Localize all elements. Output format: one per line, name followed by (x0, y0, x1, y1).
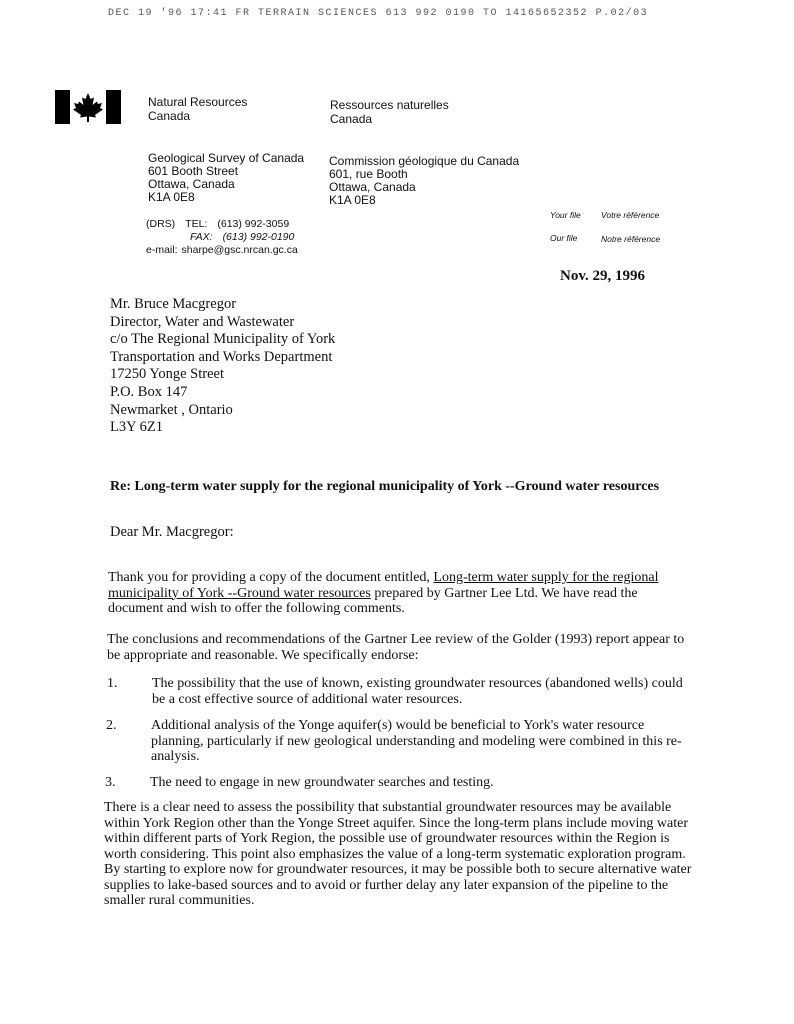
list-text: The need to engage in new groundwater searches and testing. (150, 775, 494, 790)
recipient-line: Director, Water and Wastewater (110, 313, 295, 330)
tel-label: TEL: (185, 218, 208, 230)
telephone-row (146, 218, 298, 231)
email-address: sharpe@gsc.nrcan.gc.ca (181, 244, 298, 256)
notre-reference-label: Notre référence (601, 234, 661, 244)
address-line: K1A 0E8 (148, 190, 195, 204)
recipient-line: P.O. Box 147 (110, 383, 188, 400)
address-line: Commission géologique du Canada (329, 154, 520, 168)
list-number: 3. (105, 775, 116, 790)
department-line: Ressources naturelles (330, 98, 449, 112)
recipient-line: Mr. Bruce Macgregor (110, 296, 237, 312)
address-line: Geological Survey of Canada (148, 151, 305, 165)
recipient-line: c/o The Regional Municipality of York (110, 331, 336, 348)
paragraph-conclusions: The conclusions and recommendations of the Gartner Lee review of the Golder (1993) report appear to be appropriate and reasonable. We specifically endorse: (107, 632, 685, 663)
votre-reference-label: Votre référence (601, 210, 660, 220)
address-line: K1A 0E8 (329, 193, 376, 207)
recipient-line: 17250 Yonge Street (110, 366, 224, 383)
tel-number: (613) 992-3059 (217, 218, 290, 230)
subject-line: Re: Long-term water supply for the regional municipality of York --Ground water resources (110, 479, 660, 494)
department-line: Canada (148, 109, 191, 123)
our-file-label: Our file (550, 233, 578, 243)
recipient-line: Transportation and Works Department (110, 348, 333, 365)
department-name-english (148, 95, 247, 123)
recipient-address (110, 296, 335, 437)
list-text: Additional analysis of the Yonge aquifer(s) would be beneficial to York's water resource planning, particularly if new geological understanding and modeling were combined in this re-analysis. (151, 718, 682, 764)
list-item (106, 718, 706, 770)
list-item (107, 676, 707, 716)
paragraph-text: prepared by Gartner Lee Ltd. We have read the document and wish to offer the following comments. (108, 585, 638, 616)
email-row (146, 244, 298, 257)
paragraph-acknowledgement (108, 570, 690, 617)
fax-label: FAX: (190, 231, 213, 243)
fax-transmission-header: DEC 19 '96 17:41 FR TERRAIN SCIENCES 613 992 0190 TO 14165652352 P.02/03 (108, 8, 649, 19)
paragraph-text: Thank you for providing a copy of the document entitled, (108, 570, 434, 585)
email-label: e-mail: (146, 244, 178, 256)
document-title: Long-term water supply for the regional municipality of York --Ground water resources (108, 570, 659, 601)
contact-block (146, 218, 298, 257)
office-address-english (148, 152, 304, 204)
paragraph-exploration: There is a clear need to assess the possibility that substantial groundwater resources may be available within York Region other than the Yonge Street aquifer. Since the long-term plans include moving water within different parts of York Region, the possible use of groundwater resources within the Region is worth considering. This point also emphasizes the value of a long-term systematic exploration program. By starting to explore now for groundwater resources, it may be possible both to secure alternative water supplies to lake-based sources and to avoid or further delay any later expansion of the pipeline to the smaller rural communities. (104, 800, 692, 908)
recipient-line: Newmarket , Ontario (110, 401, 233, 418)
fax-row (146, 231, 298, 244)
address-line: 601 Booth Street (148, 164, 239, 178)
list-number: 2. (106, 718, 117, 733)
division-code: (DRS) (146, 218, 176, 230)
salutation: Dear Mr. Macgregor: (110, 524, 234, 540)
recipient-line: L3Y 6Z1 (110, 419, 164, 436)
address-line: Ottawa, Canada (148, 177, 235, 191)
department-name-french (330, 98, 449, 126)
canada-flag-icon (55, 90, 121, 124)
letter-date: Nov. 29, 1996 (560, 268, 646, 284)
address-line: Ottawa, Canada (329, 180, 416, 194)
office-address-french (329, 155, 519, 207)
list-number: 1. (107, 676, 118, 691)
your-file-label: Your file (550, 210, 581, 220)
list-item (105, 775, 705, 793)
department-line: Natural Resources (148, 95, 248, 109)
fax-number: (613) 992-0190 (222, 231, 295, 243)
department-line: Canada (330, 112, 373, 126)
list-text: The possibility that the use of known, existing groundwater resources (abandoned wells) could be a cost effective source of additional water resources. (152, 676, 683, 707)
address-line: 601, rue Booth (329, 167, 408, 181)
